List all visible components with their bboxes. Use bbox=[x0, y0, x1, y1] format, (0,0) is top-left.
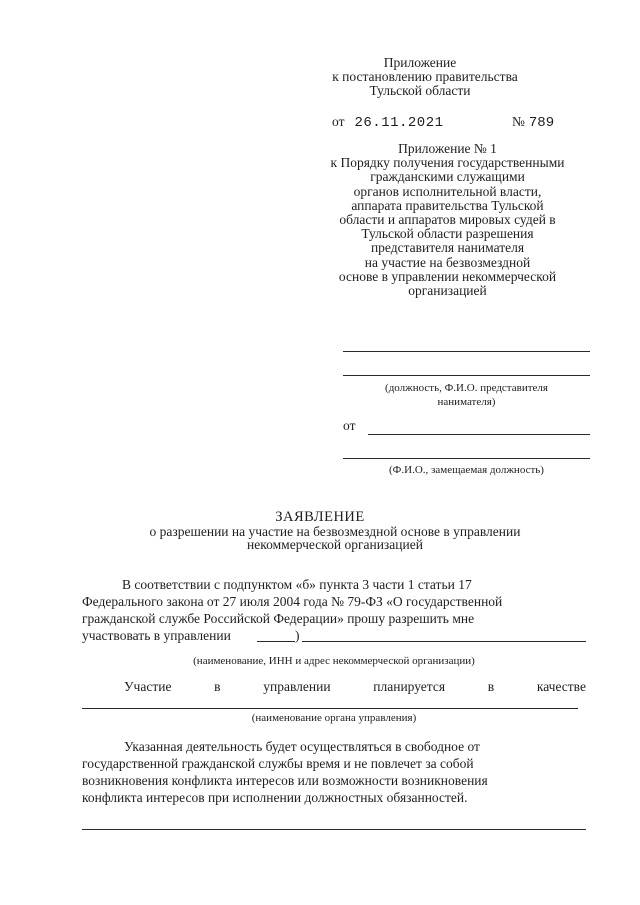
para2-word: управлении bbox=[263, 679, 331, 694]
addressee-line-1 bbox=[343, 351, 590, 352]
para2-word: качестве bbox=[536, 679, 586, 694]
appendix1-line: организацией bbox=[408, 283, 487, 299]
org-blank-2 bbox=[302, 641, 586, 642]
appendix1-line: основе в управлении некоммерческой bbox=[338, 268, 557, 284]
appendix1-line: Тульской области разрешения bbox=[361, 226, 534, 242]
appendix1-line: на участие на безвозмездной bbox=[364, 254, 531, 270]
from-label: от bbox=[343, 418, 356, 433]
subtitle-line: о разрешении на участие на безвозмездной основе в управлении bbox=[149, 524, 521, 539]
document-title: ЗАЯВЛЕНИЕ bbox=[275, 509, 365, 525]
para1-text: участвовать в управлении bbox=[82, 628, 231, 643]
from-line-2 bbox=[343, 458, 590, 459]
paragraph-1 bbox=[82, 576, 586, 644]
para3-line: государственной гражданской службы время и не повлечет за собой bbox=[82, 756, 474, 771]
paragraph-2 bbox=[82, 678, 586, 695]
org-blank-1 bbox=[257, 641, 295, 642]
para1-line bbox=[82, 627, 586, 644]
para3-line bbox=[82, 738, 586, 755]
from-line-1 bbox=[368, 434, 590, 435]
organ-blank bbox=[82, 708, 578, 709]
appendix-region: Тульской области bbox=[369, 83, 471, 98]
document-subtitle bbox=[120, 525, 550, 551]
para2-word: Участие bbox=[124, 679, 172, 694]
appendix1-line: органов исполнительной власти, bbox=[353, 183, 542, 199]
para2-line bbox=[82, 678, 586, 695]
para3-line: конфликта интересов при исполнении должностных обязанностей. bbox=[82, 790, 468, 805]
number-value: 789 bbox=[528, 115, 555, 131]
para1-text: В соответствии с подпунктом «б» пункта 3 части 1 статьи 17 bbox=[122, 577, 472, 592]
appendix1-line: гражданскими служащими bbox=[370, 169, 525, 185]
para1-line: Федерального закона от 27 июля 2004 года № 79-ФЗ «О государственной bbox=[82, 594, 503, 609]
para2-word: в bbox=[487, 679, 495, 694]
addressee-line-2 bbox=[343, 375, 590, 376]
addressee-caption-line: нанимателя) bbox=[437, 396, 496, 408]
org-caption: (наименование, ИНН и адрес некоммерческой организации) bbox=[193, 655, 475, 667]
appendix1-line: представителя нанимателя bbox=[370, 240, 525, 256]
appendix1-line: области и аппаратов мировых судей в bbox=[339, 212, 556, 228]
from-caption: (Ф.И.О., замещаемая должность) bbox=[389, 464, 544, 476]
appendix1-block bbox=[305, 142, 590, 298]
para2-word: планируется bbox=[373, 679, 446, 694]
appendix1-line: Приложение № 1 bbox=[398, 141, 497, 156]
appendix-date bbox=[332, 114, 444, 131]
organ-caption: (наименование органа управления) bbox=[251, 712, 417, 724]
appendix-title: Приложение bbox=[383, 55, 457, 70]
appendix-subtitle: к постановлению правительства bbox=[332, 69, 518, 84]
para1-paren: ) bbox=[295, 628, 300, 643]
para1-line bbox=[82, 576, 586, 593]
para3-line: возникновения конфликта интересов или возможности возникновения bbox=[82, 773, 488, 788]
addressee-caption bbox=[343, 381, 590, 409]
date-value: 26.11.2021 bbox=[354, 115, 444, 131]
para1-line: гражданской службе Российской Федерации» прошу разрешить мне bbox=[82, 611, 475, 626]
subtitle-line: некоммерческой организацией bbox=[247, 537, 423, 552]
signature-line bbox=[82, 829, 586, 830]
appendix1-line: к Порядку получения государственными bbox=[330, 155, 565, 171]
number-prefix: № bbox=[512, 114, 525, 129]
para2-word: в bbox=[214, 679, 221, 694]
appendix-number bbox=[512, 114, 554, 131]
addressee-caption-line: (должность, Ф.И.О. представителя bbox=[385, 382, 548, 394]
paragraph-3 bbox=[82, 738, 586, 806]
para3-text: Указанная деятельность будет осуществляться в свободное от bbox=[124, 739, 480, 754]
appendix1-line: аппарата правительства Тульской bbox=[351, 197, 544, 213]
date-prefix: от bbox=[332, 114, 345, 129]
